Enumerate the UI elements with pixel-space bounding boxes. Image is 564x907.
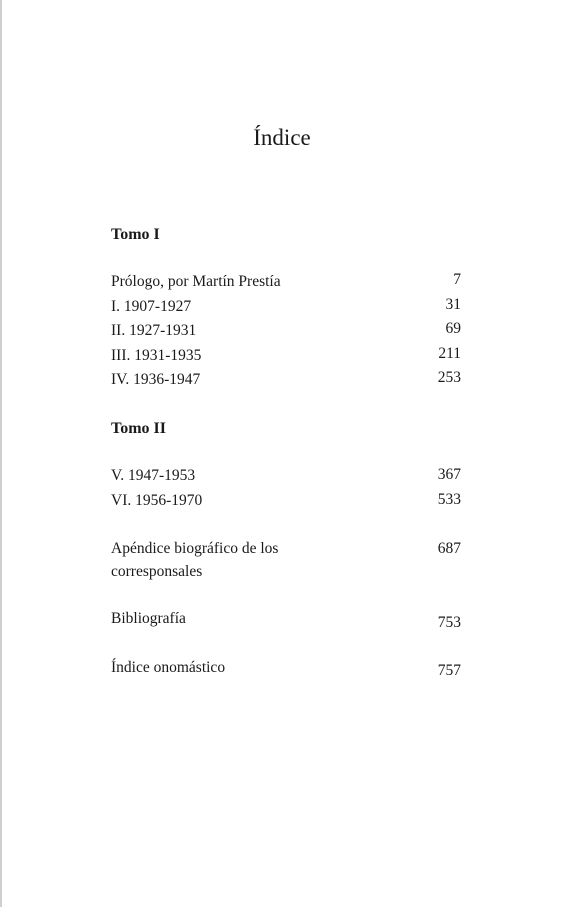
toc-entry-label: Prólogo, por Martín Prestía [111, 273, 281, 290]
toc-entry-label: V. 1947-1953 [111, 467, 196, 484]
toc-entry-label: VI. 1956-1970 [111, 492, 203, 509]
toc-entry-label: Apéndice biográfico de los corresponsales [111, 540, 279, 580]
toc-entry-page: 69 [445, 320, 461, 337]
section-heading-tomo-1: Tomo I [111, 226, 160, 243]
toc-entry-page: 7 [453, 271, 461, 288]
toc-entry-page: 757 [437, 662, 461, 679]
page-title: Índice [253, 125, 311, 150]
toc-entry-page: 753 [437, 614, 461, 631]
table-of-contents [111, 0, 461, 907]
toc-entry-page: 253 [437, 369, 461, 386]
toc-entry-page: 211 [438, 345, 461, 362]
toc-entry-page: 367 [437, 466, 461, 483]
toc-entry-label: Índice onomástico [111, 659, 226, 676]
toc-entry-label: III. 1931-1935 [111, 347, 202, 364]
toc-entry-page: 687 [437, 540, 461, 557]
toc-entry-page: 31 [445, 296, 461, 313]
toc-entry-label: IV. 1936-1947 [111, 371, 201, 388]
toc-entry-label: II. 1927-1931 [111, 322, 197, 339]
toc-entry-label: I. 1907-1927 [111, 298, 192, 315]
section-heading-tomo-2: Tomo II [111, 420, 166, 437]
toc-entry-page: 533 [437, 491, 461, 508]
toc-entry-label: Bibliografía [111, 610, 186, 627]
